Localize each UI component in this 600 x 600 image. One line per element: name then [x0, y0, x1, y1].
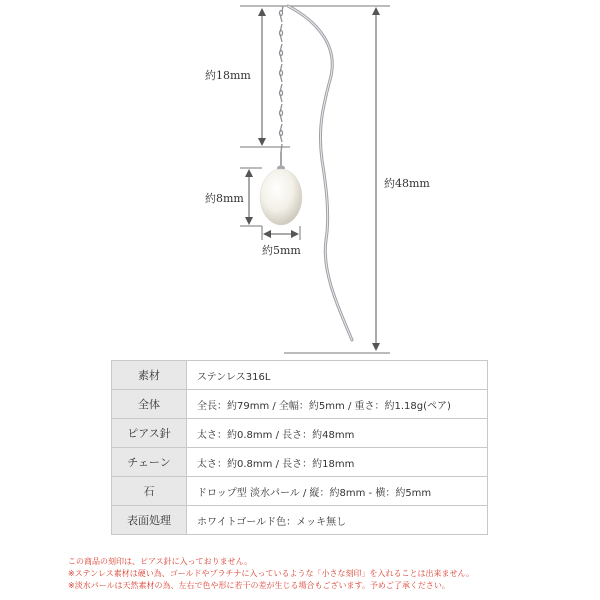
- note-line: ※淡水パールは天然素材の為、左右で色や形に若干の差が生じる場合もございます。予めご了承ください。: [68, 581, 450, 590]
- chain-length-arrow: [258, 8, 266, 146]
- spec-label: ピアス針: [112, 419, 187, 448]
- notes-section: [68, 556, 598, 592]
- spec-value: 太さ：約0.8mm / 長さ：約48mm: [187, 419, 488, 448]
- spec-label: 全体: [112, 390, 187, 419]
- chain: [280, 6, 284, 152]
- note-line: この商品の刻印は、ピアス針に入っておりません。: [68, 557, 253, 566]
- table-row: [112, 390, 488, 419]
- chain-length-label: 約18mm: [205, 69, 251, 82]
- spec-label: 素材: [112, 361, 187, 390]
- spec-value: ホワイトゴールド色：メッキ無し: [187, 506, 488, 535]
- needle-length-arrow: [372, 7, 380, 351]
- pearl: [260, 169, 302, 225]
- pearl-height-label: 約8mm: [205, 192, 244, 205]
- note-line: ※ステンレス素材は硬い為、ゴールドやプラチナに入っているような「小さな刻印」を入れることは出来ません。: [68, 569, 475, 578]
- table-row: [112, 361, 488, 390]
- spec-table: [111, 360, 488, 535]
- table-row: [112, 419, 488, 448]
- spec-value: ドロップ型 淡水パール / 縦：約8mm - 横：約5mm: [187, 477, 488, 506]
- pearl-height-arrow: [245, 169, 253, 225]
- spec-value: 太さ：約0.8mm / 長さ：約18mm: [187, 448, 488, 477]
- spec-label: チェーン: [112, 448, 187, 477]
- spec-label: 表面処理: [112, 506, 187, 535]
- ear-wire: [288, 6, 352, 340]
- spec-label: 石: [112, 477, 187, 506]
- pearl-width-label: 約5mm: [262, 244, 301, 257]
- table-row: [112, 477, 488, 506]
- table-row: [112, 506, 488, 535]
- needle-length-label: 約48mm: [384, 177, 430, 190]
- spec-value: ステンレス316L: [187, 361, 488, 390]
- pearl-width-arrow: [263, 230, 299, 238]
- table-row: [112, 448, 488, 477]
- spec-value: 全長：約79mm / 全幅：約5mm / 重さ：約1.18g(ペア): [187, 390, 488, 419]
- ear-wire-highlight: [288, 6, 352, 340]
